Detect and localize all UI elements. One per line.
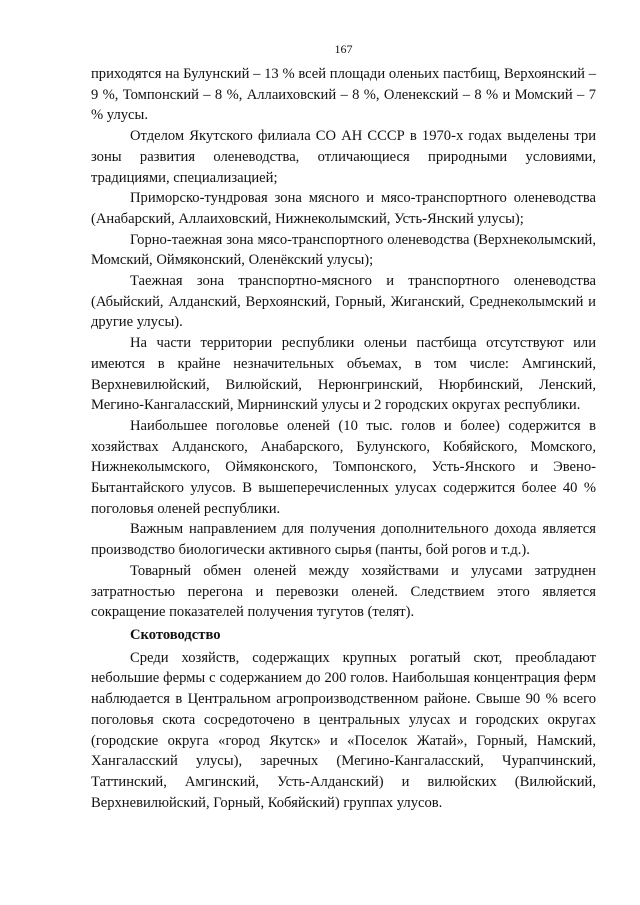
paragraph: Среди хозяйств, содержащих крупных рогатый скот, преобладают небольшие фермы с содержанием до 200 голов. Наибольшая концентрация ферм наблюдается в Центральном агропроизводственном районе. Свыше 90 % всего поголовья скота сосредоточено в центральных улусах и городских округах (городские округа «город Якутск» и «Поселок Жатай», Горный, Намский, Хангаласский улусы), заречных (Мегино-Кангаласский, Чурапчинский, Таттинский, Амгинский, Усть-Алданский) и вилюйских (Вилюйский, Верхневилюйский, Горный, Кобяйский) группах улусов. bbox=[91, 649, 596, 811]
paragraph: Важным направлением для получения дополнительного дохода является производство биологически активного сырья (панты, бой рогов и т.д.). bbox=[91, 521, 596, 559]
paragraph: приходятся на Булунский – 13 % всей площади оленьих пастбищ, Верхоянский – 9 %, Томпонский – 8 %, Аллаиховский – 8 %, Оленекский – 8 % и Момский – 7 % улусы. bbox=[91, 66, 596, 124]
section-heading: Скотоводство bbox=[130, 626, 221, 643]
paragraph: Приморско-тундровая зона мясного и мясо-транспортного оленеводства (Анабарский, Аллаиховский, Нижнеколымский, Усть-Янский улусы); bbox=[91, 190, 596, 227]
page-content bbox=[91, 64, 596, 813]
paragraph: Таежная зона транспортно-мясного и транспортного оленеводства (Абыйский, Алданский, Верхоянский, Горный, Жиганский, Среднеколымский и другие улусы). bbox=[91, 273, 596, 331]
page-number: 167 bbox=[334, 42, 353, 56]
paragraph: Наибольшее поголовье оленей (10 тыс. голов и более) содержится в хозяйствах Алданского, Анабарского, Булунского, Кобяйского, Момского, Нижнеколымского, Оймяконского, Томпонского, Усть-Янского и Эвено-Бытантайского улусов. В вышеперечисленных улусах содержится более 40 % поголовья оленей республики. bbox=[91, 417, 596, 517]
paragraph: Горно-таежная зона мясо-транспортного оленеводства (Верхнеколымский, Момский, Оймяконский, Оленёкский улусы); bbox=[91, 231, 596, 269]
paragraph: Отделом Якутского филиала СО АН СССР в 1970-х годах выделены три зоны развития оленеводства, отличающиеся природными условиями, традициями, специализацией; bbox=[91, 128, 596, 186]
paragraph: Товарный обмен оленей между хозяйствами и улусами затруднен затратностью перегона и перевозки оленей. Следствием этого является сокращение показателей получения тугутов (телят). bbox=[91, 562, 596, 621]
paragraph: На части территории республики оленьи пастбища отсутствуют или имеются в крайне незначительных объемах, в том числе: Амгинский, Верхневилюйский, Вилюйский, Нерюнгринский, Нюрбинский, Ленский, Мегино-Кангаласский, Мирнинский улусы и 2 городских округах республики. bbox=[91, 335, 596, 414]
